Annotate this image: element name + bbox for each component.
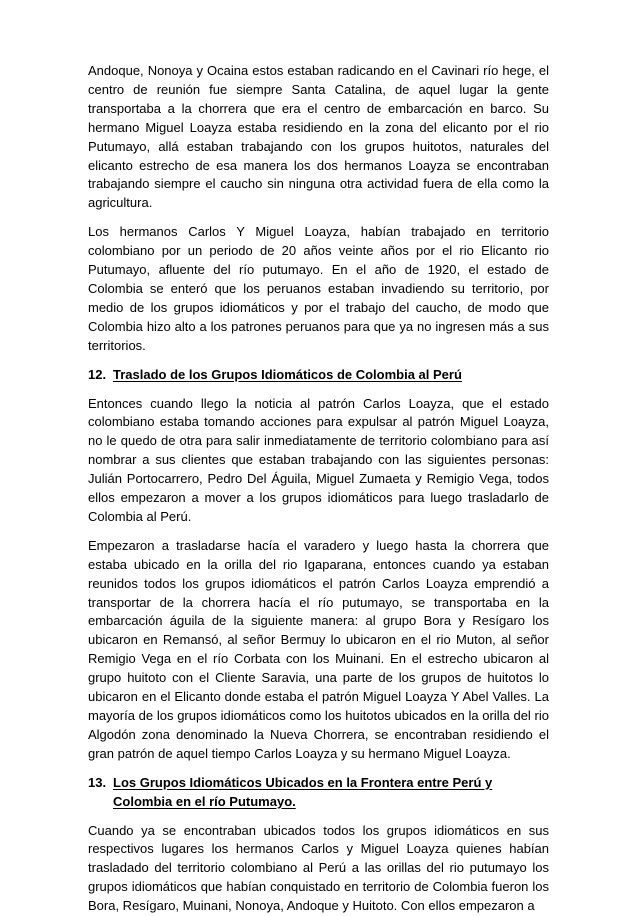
section-heading-13 <box>88 774 549 812</box>
heading-number: 12. <box>88 366 107 382</box>
paragraph-cuando-ubicados: Cuando ya se encontraban ubicados todos los grupos idiomáticos en sus respectivos lugares los hermanos Carlos y Miguel Loayza quienes habían trasladado del territorio colombiano al Perú a las orillas del rio putumayo los grupos idiomáticos que habían conquistado en territorio de Colombia fueron los Bora, Resígaro, Muinani, Nonoya, Andoque y Huitoto. Con ellos empezaron a <box>88 822 549 914</box>
section-heading-12 <box>88 366 549 385</box>
paragraph-hermanos-loayza: Los hermanos Carlos Y Miguel Loayza, habían trabajado en territorio colombiano por un periodo de 20 años veinte años por el rio Elicanto rio Putumayo, afluente del río putumayo. En el año de 1920, el estado de Colombia se enteró que los peruanos estaban invadiendo su territorio, por medio de los grupos idiomáticos y por el trabajo del caucho, de modo que Colombia hizo alto a los patrones peruanos para que ya no ingresen más a sus territorios. <box>88 224 549 353</box>
heading-title: Traslado de los Grupos Idiomáticos de Colombia al Perú <box>113 366 462 382</box>
heading-number: 13. <box>88 774 107 790</box>
heading-title: Los Grupos Idiomáticos Ubicados en la Frontera entre Perú y Colombia en el río Putumayo. <box>113 774 493 809</box>
paragraph-entonces-noticia: Entonces cuando llego la noticia al patrón Carlos Loayza, que el estado colombiano estaba tomando acciones para expulsar al patrón Miguel Loayza, no le quedo de otra para salir inmediatamente de territorio colombiano para así nombrar a sus clientes que estaban trabajando con las siguientes personas: Julián Portocarrero, Pedro Del Águila, Miguel Zumaeta y Remigio Vega, todos ellos empezaron a mover a los grupos idiomáticos para luego trasladarlo de Colombia al Perú. <box>88 395 549 524</box>
paragraph-andoque-nonoya: Andoque, Nonoya y Ocaina estos estaban radicando en el Cavinari río hege, el centro de reunión fue siempre Santa Catalina, de aquel lugar la gente transportaba a la chorrera que era el centro de embarcación en barco. Su hermano Miguel Loayza estaba residiendo en la zona del elicanto por el rio Putumayo, allá estaban trabajando con los grupos huitotos, naturales del elicanto estrecho de esa manera los dos hermanos Loayza se encontraban trabajando siempre el caucho sin ninguna otra actividad fuera de ella como la agricultura. <box>88 63 549 211</box>
paragraph-empezaron-trasladarse: Empezaron a trasladarse hacía el varadero y luego hasta la chorrera que estaba ubicado en la orilla del rio Igaparana, entonces cuando ya estaban reunidos todos los grupos idiomáticos el patrón Carlos Loayza emprendió a transportar de la chorrera hacía el río putumayo, se transportaba en la embarcación águila de la siguiente manera: al grupo Bora y Resígaro los ubicaron en Remansó, al señor Bermuy lo ubicaron en el rio Muton, al señor Remigio Vega en el río Corbata con los Muinani. En el estrecho ubicaron al grupo huitoto con el Cliente Saravia, una parte de los grupos de huitotos lo ubicaron en el Elicanto donde estaba el patrón Miguel Loayza Y Abel Valles. La mayoría de los grupos idiomáticos como los huitotos ubicados en la orilla del rio Algodón zona denominado la Nueva Chorrera, se encontraban residiendo el gran patrón de aquel tiempo Carlos Loayza y su hermano Miguel Loayza. <box>88 537 549 761</box>
